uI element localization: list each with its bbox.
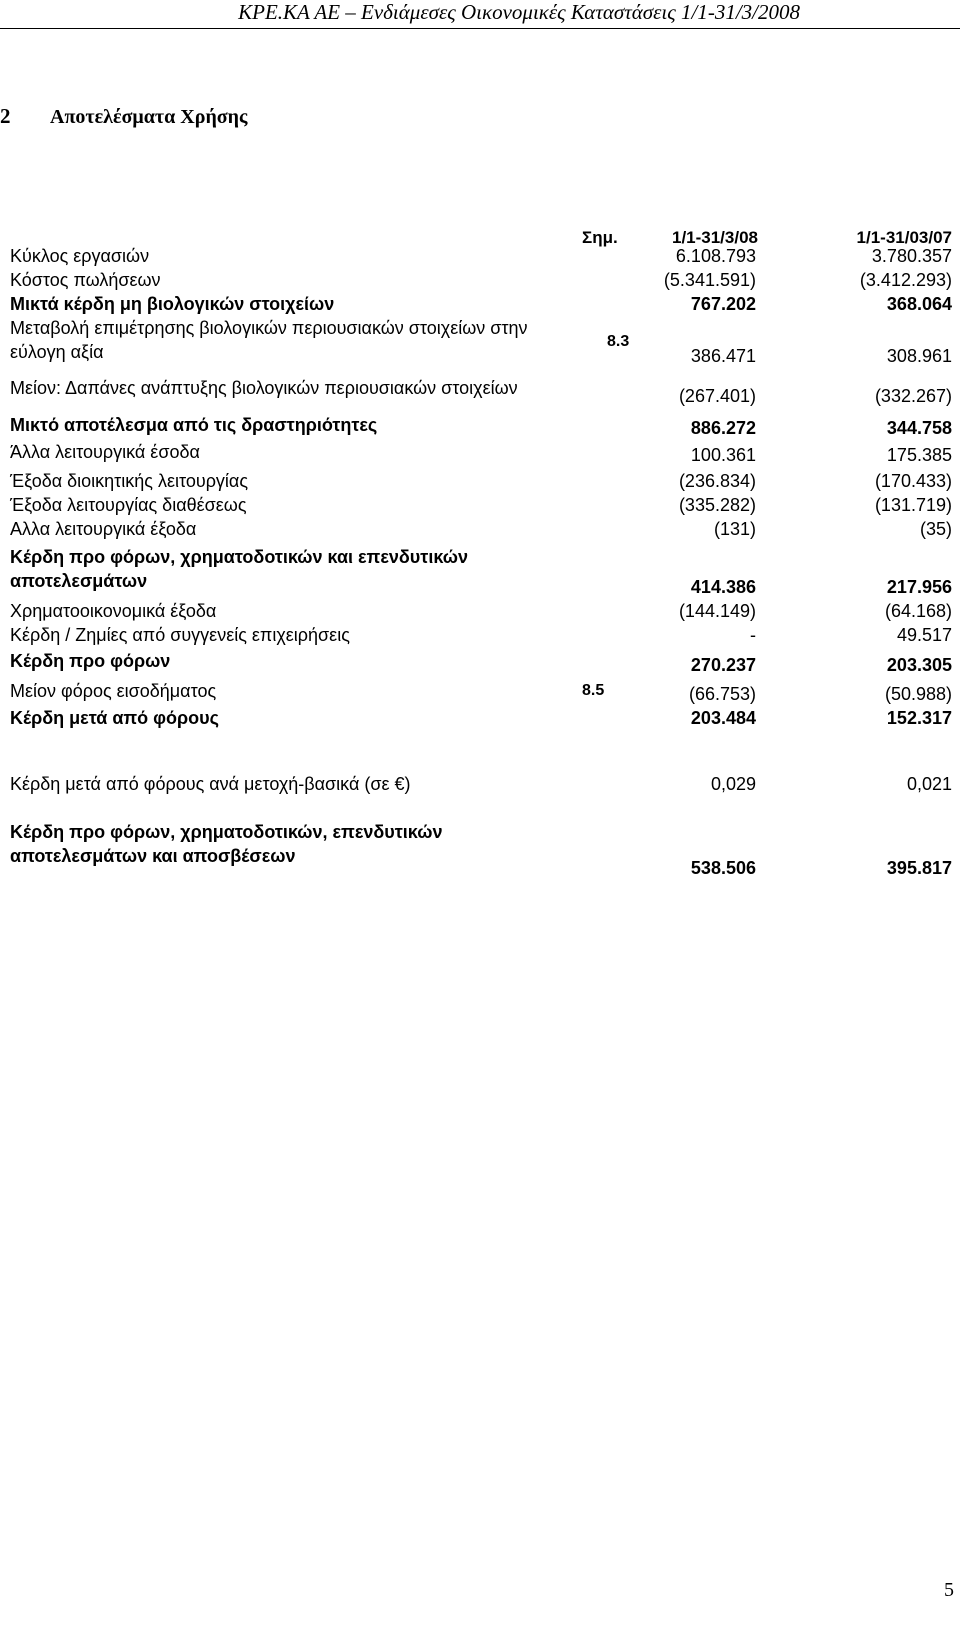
table-row (0, 413, 952, 437)
table-row (0, 244, 952, 268)
row-value-previous: (131.719) (874, 495, 952, 515)
row-value-current: 6.108.793 (675, 246, 756, 266)
table-row (0, 599, 952, 623)
table-row (0, 623, 952, 647)
table-row (0, 545, 952, 601)
table-row (0, 376, 952, 412)
eps-label: Κέρδη μετά από φόρους ανά μετοχή-βασικά (σε €) (10, 774, 411, 794)
row-label: Μικτό αποτέλεσμα από τις δραστηριότητες (10, 415, 378, 435)
row-label-continuation: αποτελεσμάτων (10, 571, 148, 591)
row-value-previous: 3.780.357 (871, 246, 952, 266)
row-value-current: (144.149) (678, 601, 756, 621)
eps-value-current: 0,029 (710, 774, 756, 794)
row-value-current: (5.341.591) (663, 270, 756, 290)
row-label-continuation: εύλογη αξία (10, 342, 104, 362)
table-row (0, 292, 952, 316)
column-header-previous: 1/1-31/03/07 (856, 228, 952, 247)
table-row (0, 316, 952, 372)
row-value-previous: (64.168) (884, 601, 952, 621)
column-header-note: Σημ. (582, 228, 618, 247)
table-row (0, 517, 952, 541)
row-value-current: 386.471 (690, 346, 756, 366)
row-label: Έξοδα λειτουργίας διαθέσεως (10, 495, 247, 515)
section-title: Αποτελέσματα Χρήσης (50, 106, 248, 128)
ebitda-label-continuation: αποτελεσμάτων και αποσβέσεων (10, 846, 296, 866)
row-label: Μικτά κέρδη μη βιολογικών στοιχείων (10, 294, 335, 314)
row-value-current: 100.361 (690, 445, 756, 465)
row-label: Μεταβολή επιμέτρησης βιολογικών περιουσιακών στοιχείων στην (10, 318, 528, 338)
row-label: Άλλα λειτουργικά έσοδα (10, 442, 200, 462)
table-row (0, 706, 952, 730)
table-row (0, 469, 952, 493)
row-value-previous: 152.317 (886, 708, 952, 728)
row-value-current: 886.272 (690, 418, 756, 438)
header-divider (0, 28, 960, 29)
row-value-previous: 49.517 (896, 625, 952, 645)
row-label: Χρηματοοικονομικά έξοδα (10, 601, 217, 621)
row-value-previous: (170.433) (874, 471, 952, 491)
row-label: Κόστος πωλήσεων (10, 270, 161, 290)
eps-value-previous: 0,021 (906, 774, 952, 794)
row-label: Μείον φόρος εισοδήματος (10, 681, 217, 701)
row-value-current: 203.484 (690, 708, 756, 728)
row-value-current: 414.386 (690, 577, 756, 597)
row-value-previous: 368.064 (886, 294, 952, 314)
row-label: Μείον: Δαπάνες ανάπτυξης βιολογικών περιουσιακών στοιχείων (10, 378, 518, 398)
row-value-previous: 344.758 (886, 418, 952, 438)
row-value-previous: 175.385 (886, 445, 952, 465)
row-value-previous: 308.961 (886, 346, 952, 366)
section-heading (0, 104, 247, 129)
table-row (0, 440, 952, 464)
row-value-current: (267.401) (678, 386, 756, 406)
ebitda-label: Κέρδη προ φόρων, χρηματοδοτικών, επενδυτικών (10, 822, 443, 842)
row-note-ref: 8.3 (607, 333, 630, 350)
row-label: Αλλα λειτουργικά έξοδα (10, 519, 197, 539)
row-value-previous: (332.267) (874, 386, 952, 406)
table-row (0, 268, 952, 292)
row-label: Κέρδη προ φόρων (10, 651, 171, 671)
row-value-previous: (50.988) (884, 684, 952, 704)
ebitda-value-current: 538.506 (690, 858, 756, 878)
table-row (0, 649, 952, 673)
row-value-current: (131) (713, 519, 756, 539)
table-row (0, 493, 952, 517)
section-number: 2 (0, 104, 11, 128)
column-header-current: 1/1-31/3/08 (671, 228, 758, 247)
table-row (0, 679, 952, 703)
row-value-current: 270.237 (690, 655, 756, 675)
row-value-current: - (750, 625, 756, 645)
row-value-previous: (35) (919, 519, 952, 539)
row-note-ref: 8.5 (582, 682, 605, 699)
row-label: Έξοδα διοικητικής λειτουργίας (10, 471, 249, 491)
page-number: 5 (944, 1579, 954, 1601)
row-value-current: (236.834) (678, 471, 756, 491)
row-value-current: (66.753) (688, 684, 756, 704)
row-value-previous: 217.956 (886, 577, 952, 597)
ebitda-row (0, 820, 952, 884)
row-value-previous: (3.412.293) (859, 270, 952, 290)
row-value-current: 767.202 (690, 294, 756, 314)
row-value-current: (335.282) (678, 495, 756, 515)
row-label: Κέρδη προ φόρων, χρηματοδοτικών και επενδυτικών (10, 547, 468, 567)
ebitda-value-previous: 395.817 (886, 858, 952, 878)
document-header-title: ΚΡΕ.ΚΑ ΑΕ – Ενδιάμεσες Οικονομικές Καταστάσεις 1/1-31/3/2008 (238, 0, 800, 24)
row-label: Κύκλος εργασιών (10, 246, 150, 266)
row-label: Κέρδη / Ζημίες από συγγενείς επιχειρήσεις (10, 625, 350, 645)
row-value-previous: 203.305 (886, 655, 952, 675)
eps-row (0, 772, 952, 796)
row-label: Κέρδη μετά από φόρους (10, 708, 220, 728)
